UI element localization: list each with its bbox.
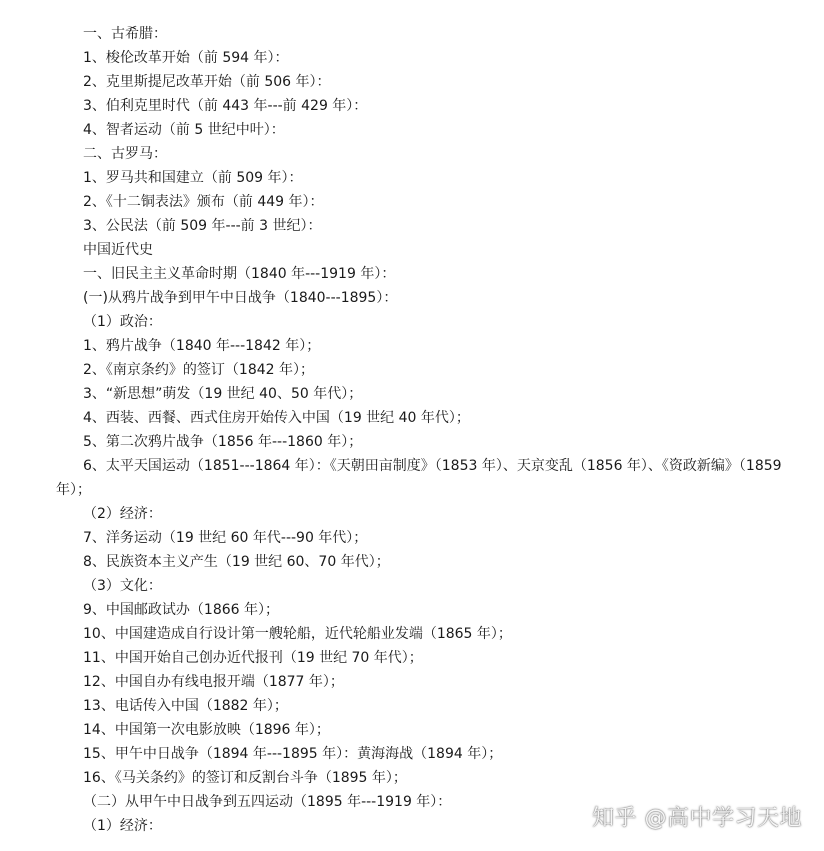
text-line: （2）经济： <box>83 506 162 522</box>
text-line: 4、西装、西餐、西式住房开始传入中国（19 世纪 40 年代）； <box>83 410 470 426</box>
text-line: 一、旧民主主义革命时期（1840 年---1919 年）： <box>83 266 396 282</box>
text-line: 3、公民法（前 509 年---前 3 世纪）： <box>83 218 322 234</box>
text-line: 11、中国开始自己创办近代报刊（19 世纪 70 年代）； <box>83 650 423 666</box>
section-heading: 中国近代史 <box>83 242 153 258</box>
text-line: 10、中国建造成自行设计第一艘轮船，近代轮船业发端（1865 年）； <box>83 626 512 642</box>
document-body <box>0 22 824 838</box>
text-line: 15、甲午中日战争（1894 年---1895 年）：黄海海战（1894 年）； <box>83 746 503 762</box>
text-line: 一、古希腊： <box>83 26 167 42</box>
text-line: （3）文化： <box>83 578 162 594</box>
text-line: （1）政治： <box>83 314 162 330</box>
text-line: 1、罗马共和国建立（前 509 年）： <box>83 170 303 186</box>
watermark: 知乎 @高中学习天地 <box>592 806 802 831</box>
text-line: 12、中国自办有线电报开端（1877 年）； <box>83 674 344 690</box>
text-line: 2、《南京条约》的签订（1842 年）； <box>83 362 314 378</box>
text-line: 6、太平天国运动（1851---1864 年）：《天朝田亩制度》（1853 年）、天京变乱（1856 年）、《资政新编》（1859 <box>83 458 782 474</box>
text-line: 13、电话传入中国（1882 年）； <box>83 698 288 714</box>
text-line: 14、中国第一次电影放映（1896 年）； <box>83 722 330 738</box>
text-line: 1、梭伦改革开始（前 594 年）： <box>83 50 289 66</box>
text-line: （二）从甲午中日战争到五四运动（1895 年---1919 年）： <box>83 794 452 810</box>
text-line: 4、智者运动（前 5 世纪中叶）： <box>83 122 285 138</box>
text-line: 9、中国邮政试办（1866 年）； <box>83 602 279 618</box>
text-line: 7、洋务运动（19 世纪 60 年代---90 年代）； <box>83 530 368 546</box>
text-line: 2、克里斯提尼改革开始（前 506 年）： <box>83 74 331 90</box>
text-line: 3、“新思想”萌发（19 世纪 40、50 年代）； <box>83 386 363 402</box>
text-line: 2、《十二铜表法》颁布（前 449 年）： <box>83 194 324 210</box>
text-line: 5、第二次鸦片战争（1856 年---1860 年）； <box>83 434 363 450</box>
text-line: (一)从鸦片战争到甲午中日战争（1840---1895）： <box>83 290 398 306</box>
text-line: 1、鸦片战争（1840 年---1842 年）； <box>83 338 321 354</box>
text-line: 3、伯利克里时代（前 443 年---前 429 年）： <box>83 98 368 114</box>
text-line: 二、古罗马： <box>83 146 167 162</box>
text-line: （1）经济： <box>83 818 162 834</box>
text-line: 8、民族资本主义产生（19 世纪 60、70 年代）； <box>83 554 390 570</box>
text-line: 16、《马关条约》的签订和反割台斗争（1895 年）； <box>83 770 407 786</box>
text-line-continuation: 年）； <box>56 482 91 498</box>
